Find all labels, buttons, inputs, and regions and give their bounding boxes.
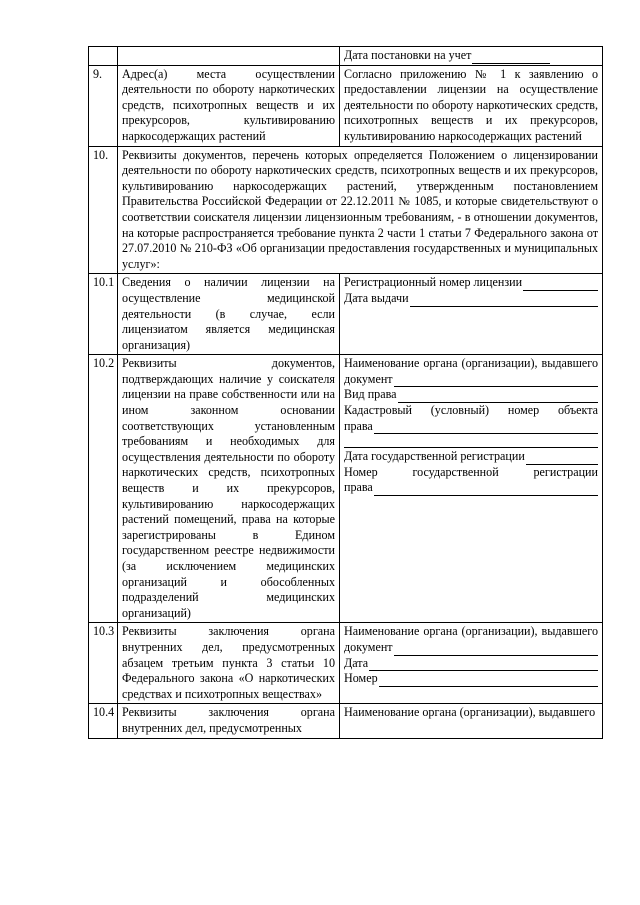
row-label: Реквизиты документов, подтверждающих наличие у соискателя лицензии на праве собственности или на ином законном основании соответствующих установленным требованиям и необходимых для осуществления деятельности по обороту наркотических средств, психотропных веществ и их прекурсоров, культивированию наркосодержащих растений помещений, права на которые зарегистрированы в Едином государственном реестре недвижимости (за исключением медицинских организаций и обособленных подразделений медицинских организаций) — [118, 355, 340, 623]
registration-date-field[interactable] — [472, 52, 550, 64]
cadastral-right-label: права — [344, 418, 373, 433]
row-value: Наименование органа (организации), выдавшего — [340, 704, 603, 738]
license-application-table — [88, 46, 603, 739]
reg-date-label: Дата государственной регистрации — [344, 449, 525, 464]
number-line — [344, 671, 598, 687]
table-row — [89, 355, 603, 623]
row-value-cell — [340, 623, 603, 704]
number-label: Номер — [344, 671, 378, 686]
table-row — [89, 274, 603, 355]
row-label: Реквизиты заключения органа внутренних дел, предусмотренных — [118, 704, 340, 738]
reg-date-field[interactable] — [526, 453, 598, 465]
number-field[interactable] — [379, 675, 598, 687]
row-label-cell — [118, 47, 340, 66]
row-number-cell — [89, 47, 118, 66]
reg-number-label: Номер государственной регистрации — [344, 464, 598, 479]
row-number: 10.1 — [89, 274, 118, 355]
table-row — [89, 47, 603, 66]
license-number-field[interactable] — [523, 279, 598, 291]
document-sheet — [88, 46, 602, 739]
row-number: 10.2 — [89, 355, 118, 623]
row-number: 10.4 — [89, 704, 118, 738]
date-field[interactable] — [369, 659, 598, 671]
row-number: 9. — [89, 65, 118, 146]
cadastral-label: Кадастровый (условный) номер объекта — [344, 403, 598, 418]
right-type-line — [344, 387, 598, 403]
document-field[interactable] — [394, 644, 598, 656]
right-type-label: Вид права — [344, 387, 397, 402]
row-value-cell — [340, 47, 603, 66]
document-line — [344, 372, 598, 388]
issue-date-line — [344, 291, 598, 307]
issuer-label: Наименование органа (организации), выдавшего — [344, 624, 598, 639]
issuer-label: Наименование органа (организации), выдавшего — [344, 356, 598, 371]
issue-date-field[interactable] — [410, 295, 598, 307]
document-label: документ — [344, 639, 393, 654]
license-number-label: Регистрационный номер лицензии — [344, 275, 523, 290]
date-line — [344, 656, 598, 672]
right-type-field[interactable] — [398, 391, 598, 403]
table-row — [89, 65, 603, 146]
table-row — [89, 623, 603, 704]
document-line — [344, 640, 598, 656]
reg-date-line — [344, 449, 598, 465]
issue-date-label: Дата выдачи — [344, 290, 409, 305]
row-value-cell — [340, 274, 603, 355]
reg-number-line — [344, 480, 598, 496]
document-label: документ — [344, 371, 393, 386]
reg-number-right-label: права — [344, 480, 373, 495]
row-value-cell — [340, 355, 603, 623]
table-row — [89, 146, 603, 274]
section-text: Реквизиты документов, перечень которых определяется Положением о лицензировании деятельности по обороту наркотических средств, психотропных веществ и их прекурсоров, культивированию наркосодержащих растений, утвержденным постановлением Правительства Российской Федерации от 22.12.2011 № 1085, и которые свидетельствуют о соответствии соискателя лицензии лицензионным требованиям, - в отношении документов, на которые распространяется требование пункта 2 части 1 статьи 7 Федерального закона от 27.07.2010 № 210-ФЗ «Об организации предоставления государственных и муниципальных услуг»: — [118, 146, 603, 274]
registration-date-line — [344, 48, 598, 64]
document-field[interactable] — [394, 375, 598, 387]
license-number-line — [344, 275, 598, 291]
cadastral-line — [344, 419, 598, 435]
row-label: Реквизиты заключения органа внутренних дел, предусмотренных абзацем третьим пункта 3 статьи 10 Федерального закона «О наркотических средствах и психотропных веществах» — [118, 623, 340, 704]
registration-date-label: Дата постановки на учет — [344, 48, 472, 62]
cadastral-field[interactable] — [374, 422, 598, 434]
reg-number-field[interactable] — [374, 484, 598, 496]
row-label: Адрес(а) места осуществлении деятельности по обороту наркотических средств, психотропных веществ и их прекурсоров, культивированию наркосодержащих растений — [118, 65, 340, 146]
row-number: 10.3 — [89, 623, 118, 704]
table-row — [89, 704, 603, 738]
date-label: Дата — [344, 655, 369, 670]
row-value: Согласно приложению № 1 к заявлению о предоставлении лицензии на осуществление деятельности по обороту наркотических средств, психотропных веществ и их прекурсоров, культивированию наркосодержащих растений — [340, 65, 603, 146]
row-number: 10. — [89, 146, 118, 274]
row-label: Сведения о наличии лицензии на осуществление медицинской деятельности (в случае, если лицензиатом является медицинская организация) — [118, 274, 340, 355]
cadastral-extra-field[interactable] — [344, 434, 598, 448]
